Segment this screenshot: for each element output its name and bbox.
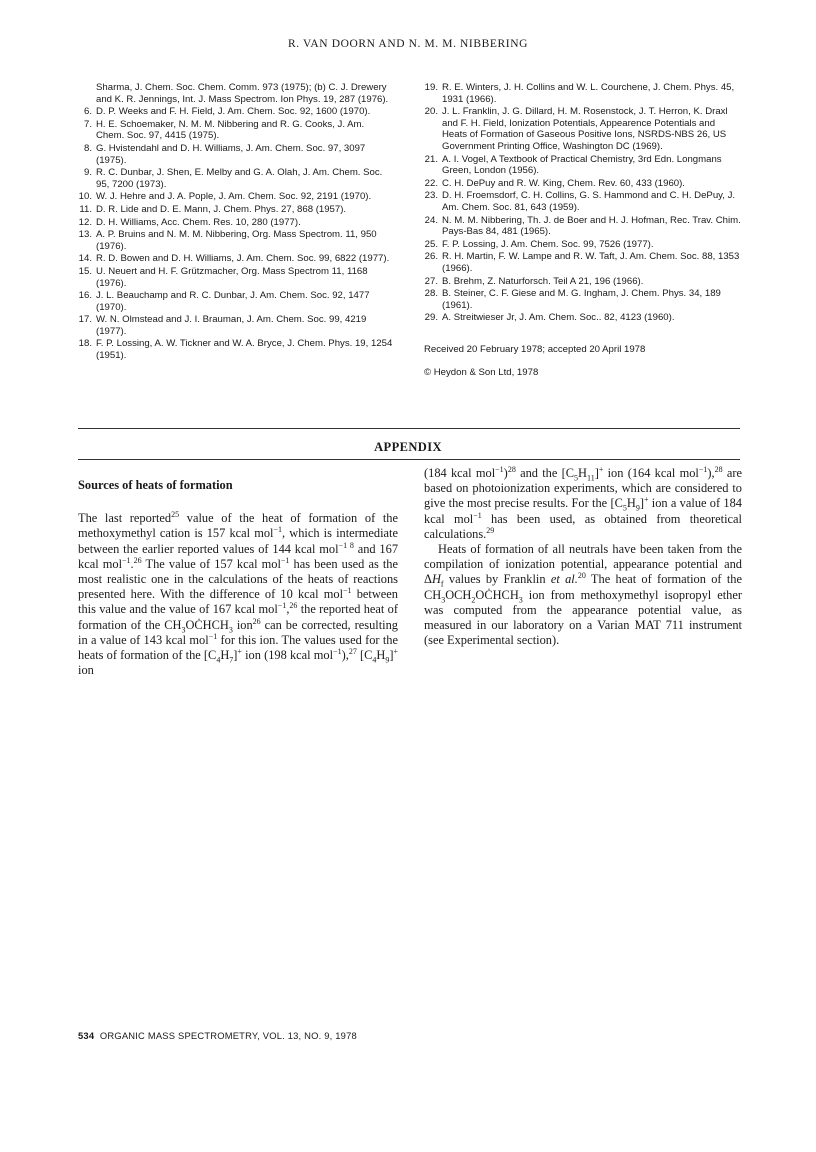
- reference-item: [424, 276, 741, 288]
- appendix-title: APPENDIX: [374, 440, 442, 454]
- reference-item: [78, 338, 395, 361]
- journal-citation: ORGANIC MASS SPECTROMETRY, VOL. 13, NO. 9, 1978: [99, 1030, 357, 1041]
- reference-number: 15.: [78, 265, 92, 277]
- reference-text: G. Hvistendahl and D. H. Williams, J. Am. Chem. Soc. 97, 3097 (1975).: [96, 142, 366, 166]
- reference-item: [78, 191, 395, 203]
- reference-text: A. Streitwieser Jr, J. Am. Chem. Soc.. 82, 4123 (1960).: [442, 312, 675, 324]
- reference-number: 6.: [83, 106, 92, 118]
- reference-text: C. H. DePuy and R. W. King, Chem. Rev. 60, 433 (1960).: [442, 177, 685, 189]
- reference-item: [424, 251, 741, 274]
- reference-number: 23.: [424, 190, 438, 202]
- page-number: 534: [78, 1030, 95, 1041]
- reference-text: A. P. Bruins and N. M. M. Nibbering, Org. Mass Spectrom. 11, 950 (1976).: [96, 229, 377, 252]
- reference-text: W. N. Olmstead and J. I. Brauman, J. Am. Chem. Soc. 99, 4219 (1977).: [96, 314, 367, 337]
- reference-text: A. I. Vogel, A Textbook of Practical Chemistry, 3rd Edn. Longmans Green, London (1956).: [442, 153, 722, 177]
- reference-item: [424, 215, 741, 238]
- reference-number: 12.: [78, 216, 92, 228]
- reference-item: [424, 239, 741, 251]
- reference-text: D. R. Lide and D. E. Mann, J. Chem. Phys. 27, 868 (1957).: [96, 203, 347, 215]
- reference-number: 20.: [424, 106, 438, 118]
- reference-item: [78, 253, 395, 265]
- reference-number: 24.: [424, 214, 438, 226]
- reference-number: 8.: [83, 142, 92, 154]
- reference-text: R. E. Winters, J. H. Collins and W. L. Courchene, J. Chem. Phys. 45, 1931 (1966).: [442, 82, 735, 105]
- references-left-column: [78, 82, 395, 363]
- reference-text: Sharma, J. Chem. Soc. Chem. Comm. 973 (1975); (b) C. J. Drewery and K. R. Jennings, Int. J. Mass Spectrom. Ion Phys. 19, 287 (1976).: [96, 82, 389, 105]
- reference-number: 16.: [78, 290, 92, 302]
- reference-text: R. C. Dunbar, J. Shen, E. Melby and G. A. Olah, J. Am. Chem. Soc. 95, 7200 (1973).: [96, 167, 383, 190]
- reference-item: [78, 290, 395, 313]
- reference-number: 13.: [78, 229, 92, 241]
- reference-number: 26.: [424, 251, 438, 263]
- reference-number: 18.: [78, 338, 92, 350]
- reference-item: [424, 154, 741, 177]
- reference-text: R. H. Martin, F. W. Lampe and R. W. Taft, J. Am. Chem. Soc. 88, 1353 (1966).: [442, 251, 740, 274]
- reference-item: [78, 106, 395, 118]
- reference-text: R. D. Bowen and D. H. Williams, J. Am. Chem. Soc. 99, 6822 (1977).: [96, 253, 390, 265]
- reference-item: [78, 167, 395, 190]
- appendix-heading: Sources of heats of formation: [78, 478, 233, 492]
- reference-text: J. L. Franklin, J. G. Dillard, H. M. Rosenstock, J. T. Herron, K. Draxl and F. H. Field, Ionization Potentials, Appearence Potentials and Heats of Formation of Gaseous Positive Ions, NSRDS-NBS 26, US Government Printing Office, Washington DC (1969).: [442, 106, 728, 152]
- reference-number: 9.: [83, 167, 92, 179]
- reference-item: [78, 204, 395, 216]
- received-date: Received 20 February 1978; accepted 20 April 1978: [424, 343, 646, 355]
- reference-item: [424, 106, 741, 152]
- appendix-left-column: [78, 466, 398, 678]
- reference-number: 14.: [78, 253, 92, 265]
- reference-number: 22.: [424, 177, 438, 189]
- reference-item: [424, 312, 741, 324]
- reference-text: F. P. Lossing, J. Am. Chem. Soc. 99, 7526 (1977).: [442, 238, 654, 250]
- section-rule-top: [78, 428, 740, 429]
- reference-item: [78, 143, 395, 166]
- reference-text: H. E. Schoemaker, N. M. M. Nibbering and R. G. Cooks, J. Am. Chem. Soc. 97, 4415 (1975).: [96, 118, 365, 142]
- reference-item: [424, 82, 741, 105]
- reference-number: 29.: [424, 312, 438, 324]
- reference-item: [78, 217, 395, 229]
- reference-text: F. P. Lossing, A. W. Tickner and W. A. Bryce, J. Chem. Phys. 19, 1254 (1951).: [96, 338, 393, 362]
- running-head: R. VAN DOORN AND N. M. M. NIBBERING: [287, 38, 529, 50]
- reference-number: 11.: [79, 203, 92, 215]
- reference-number: 28.: [424, 288, 438, 300]
- references-right-column: [424, 82, 741, 379]
- appendix-paragraph-2: Heats of formation of all neutrals have been taken from the compilation of ionization potential, appearance potential and $\Delta H_f$ values by Franklin et al.$^{20}$ The heat of formation of the $CH_3OCH_2OĊHCH_3$ ion from methoxymethyl isopropyl ether was computed from the appearance potential value, as measured in our laboratory on a Varian MAT 711 instrument (see Experimental section).: [424, 542, 742, 648]
- reference-text: D. H. Froemsdorf, C. H. Collins, G. S. Hammond and C. H. DePuy, J. Am. Chem. Soc. 81, 643 (1959).: [442, 190, 736, 213]
- reference-text: U. Neuert and H. F. Grützmacher, Org. Mass Spectrom 11, 1168 (1976).: [96, 265, 368, 289]
- page-footer: [78, 1030, 357, 1041]
- reference-number: 25.: [424, 238, 438, 250]
- reference-item: [424, 288, 741, 311]
- reference-text: B. Brehm, Z. Naturforsch. Teil A 21, 196 (1966).: [442, 275, 644, 287]
- reference-number: 21.: [424, 153, 438, 165]
- reference-number: 27.: [424, 275, 438, 287]
- reference-text: W. J. Hehre and J. A. Pople, J. Am. Chem. Soc. 92, 2191 (1970).: [96, 191, 372, 203]
- reference-item: [78, 229, 395, 252]
- reference-number: 10.: [78, 191, 92, 203]
- reference-text: D. P. Weeks and F. H. Field, J. Am. Chem. Soc. 92, 1600 (1970).: [96, 106, 371, 118]
- reference-text: J. L. Beauchamp and R. C. Dunbar, J. Am. Chem. Soc. 92, 1477 (1970).: [96, 290, 370, 313]
- section-rule-bottom: [78, 459, 740, 460]
- reference-item: [424, 190, 741, 213]
- reference-item: [78, 119, 395, 142]
- reference-number: 19.: [424, 82, 438, 93]
- reference-item: [78, 266, 395, 289]
- copyright-notice: © Heydon & Son Ltd, 1978: [424, 367, 539, 379]
- reference-text: N. M. M. Nibbering, Th. J. de Boer and H. J. Hofman, Rec. Trav. Chim. Pays-Bas 84, 481 (1965).: [442, 214, 741, 238]
- reference-text: B. Steiner, C. F. Giese and M. G. Ingham, J. Chem. Phys. 34, 189 (1961).: [442, 288, 721, 311]
- appendix-paragraph-1: The last reported$^{25}$ value of the heat of formation of the methoxymethyl cation is 157 kcal mol$^{-1}$, which is intermediate between the earlier reported values of 144 kcal mol$^{-1 8}$ and 167 kcal mol$^{-1}$.$^{26}$ The value of 157 kcal mol$^{-1}$ has been used as the most realistic one in the calculations of the heats of reactions presented here. With the difference of 10 kcal mol$^{-1}$ between this value and the value of 167 kcal mol$^{-1}$,$^{26}$ the reported heat of formation of the $CH_3OĊHCH_3$ ion$^{26}$ can be corrected, resulting in a value of 143 kcal mol$^{-1}$ for this ion. The values used for the heats of formation of the $[C_4H_7]^+$ ion (198 kcal mol$^{-1}$),$^{27}$ $[C_4H_9]^+$ ion: [78, 510, 399, 678]
- references-list-right: [424, 82, 741, 324]
- reference-number: 17.: [78, 314, 92, 326]
- reference-number: 7.: [83, 118, 92, 130]
- reference-item: [424, 178, 741, 190]
- reference-item: [78, 82, 395, 105]
- appendix-paragraph-1-cont: (184 kcal mol$^{-1}$)$^{28}$ and the $[C_5H_{11}]^+$ ion (164 kcal mol$^{-1}$),$^{28}$ are based on photoionization experiments, which are considered to give the most precise results. For the $[C_5H_9]^+$ ion a value of 184 kcal mol$^{-1}$ has been used, as obtained from theoretical calculations.$^{29}$: [424, 464, 743, 541]
- reference-text: D. H. Williams, Acc. Chem. Res. 10, 280 (1977).: [96, 216, 301, 228]
- reference-item: [78, 314, 395, 337]
- appendix-right-column: [424, 466, 742, 648]
